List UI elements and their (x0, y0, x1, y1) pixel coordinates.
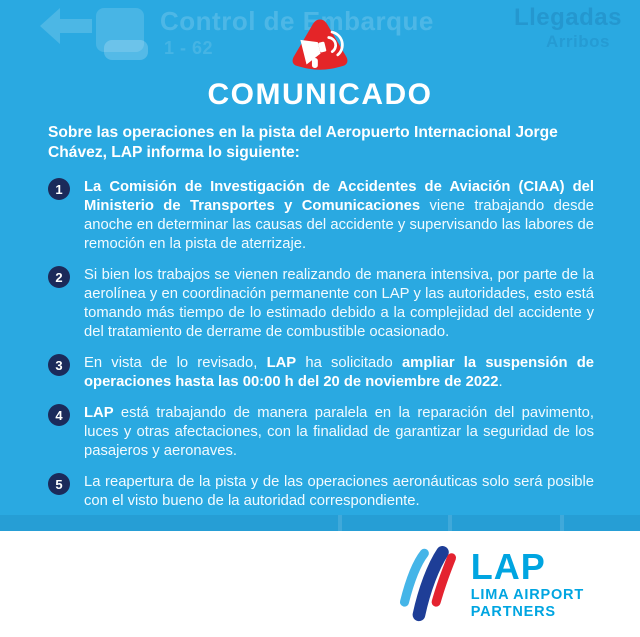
signage-text-left: Control de Embarque (160, 6, 434, 36)
signage-subtext-left: 1 - 62 (164, 38, 214, 58)
lap-logo (395, 546, 584, 622)
item-number-badge: 3 (48, 354, 70, 376)
intro-paragraph: Sobre las operaciones en la pista del Aeropuerto Internacional Jorge Chávez, LAP informa lo siguiente: (48, 124, 558, 161)
footer (0, 531, 640, 637)
signage-subtext-right: Arribos (546, 32, 610, 51)
item-number-badge: 4 (48, 404, 70, 426)
signage-text-right: Llegadas (513, 4, 622, 31)
item-number-badge: 5 (48, 473, 70, 495)
item-text: La reapertura de la pista y de las operaciones aeronáuticas solo será posible con el visto bueno de la autoridad correspondiente. (84, 474, 594, 509)
signage-counter-strip (0, 515, 640, 531)
megaphone-alert-icon (291, 16, 349, 72)
item-text: LAP está trabajando de manera paralela en la reparación del pavimento, luces y otras afectaciones, con la finalidad de garantizar la seguridad de los pasajeros y aeronaves. (84, 405, 594, 459)
hero (0, 0, 640, 110)
lap-logo-line1: LIMA AIRPORT (470, 586, 584, 603)
list-item (48, 178, 594, 254)
list-item (48, 404, 594, 461)
notice-list (48, 178, 594, 511)
lap-logo-text (470, 545, 584, 620)
page-title: COMUNICADO (207, 78, 433, 111)
list-item (48, 473, 594, 511)
lap-logo-main: LAP (470, 545, 546, 587)
lap-logo-line2: PARTNERS (470, 604, 556, 620)
item-text: La Comisión de Investigación de Accidentes de Aviación (CIAA) del Ministerio de Transportes y Comunicaciones viene trabajando desde anoche en determinar las causas del accidente y supervisando las labores de remoción en la pista de aterrizaje. (84, 179, 594, 252)
item-text: Si bien los trabajos se vienen realizando de manera intensiva, por parte de la aerolínea y en coordinación permanente con LAP y las autoridades, esto está tomando más tiempo de lo estimado debido a la complejidad del accidente y del tratamiento de derrame de combustible ocasionado. (84, 267, 594, 340)
item-number-badge: 1 (48, 178, 70, 200)
list-item (48, 354, 594, 392)
item-text: En vista de lo revisado, LAP ha solicitado ampliar la suspensión de operaciones hasta las 00:00 h del 20 de noviembre de 2022. (84, 355, 595, 390)
lap-logo-swoosh-icon (395, 546, 461, 622)
list-item (48, 266, 594, 342)
item-number-badge: 2 (48, 266, 70, 288)
